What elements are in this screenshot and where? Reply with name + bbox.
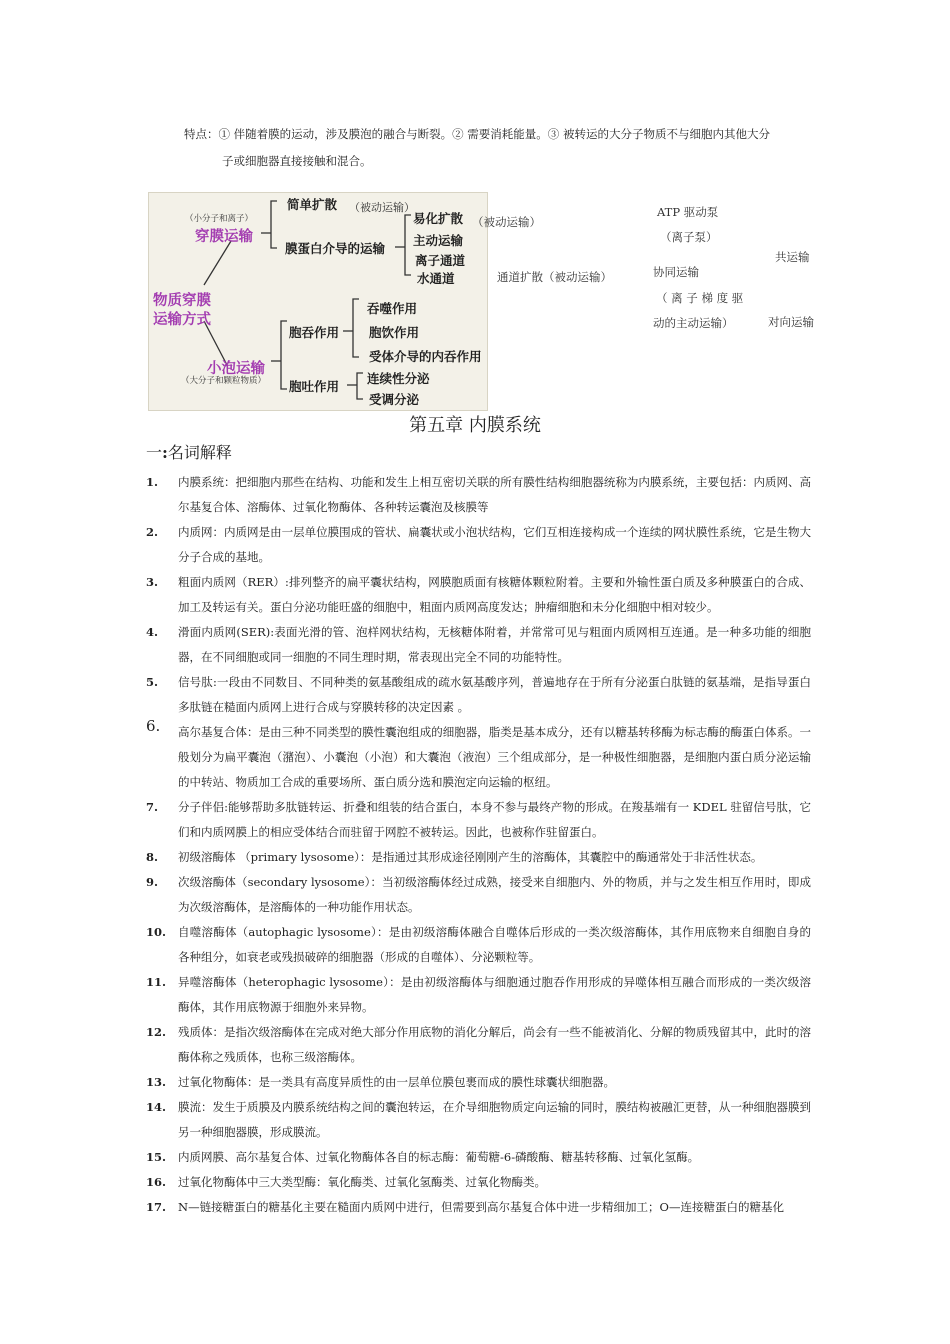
term-number: 1. [146,475,159,489]
ion-pump: （离子泵） [660,230,718,244]
term-text: 初级溶酶体 （primary lysosome）：是指通过其形成途径刚刚产生的溶酶体，其囊腔中的酶通常处于非活性状态。 [178,850,763,864]
receptor-mediated-endocytosis: 受体介导的内吞作用 [369,349,482,364]
list-item [146,620,811,670]
term-number: 8. [146,850,159,864]
term-text: 内质网膜、高尔基复合体、过氧化物酶体各自的标志酶：葡萄糖-6-磷酸酶、糖基转移酶、过氧化氢酶。 [178,1150,700,1164]
term-text: 滑面内质网(SER):表面光滑的管、泡样网状结构，无核糖体附着，并常常可见与粗面内质网相互连通。是一种多功能的细胞器，在不同细胞或同一细胞的不同生理时期，常表现出完全不同的功能特性。 [178,625,811,664]
term-number: 15. [146,1150,167,1164]
section-title: 名词解释 [167,443,232,462]
section-colon: : [162,443,168,462]
features-line-1: 特点：① 伴随着膜的运动，涉及膜泡的融合与断裂。② 需要消耗能量。③ 被转运的大分子物质不与细胞内其他大分 [184,127,770,141]
phagocytosis: 吞噬作用 [367,301,418,316]
simple-diffusion: 简单扩散 [287,197,338,212]
list-item [146,670,811,720]
section-heading [146,440,232,463]
list-item [146,795,811,845]
list-item [146,470,811,520]
vesicle-label: 小泡运输 [207,361,265,377]
term-text: 内膜系统：把细胞内那些在结构、功能和发生上相互密切关联的所有膜性结构细胞器统称为内膜系统，主要包括：内质网、高尔基复合体、溶酶体、过氧化物酶体、各种转运囊泡及核膜等 [178,475,811,514]
chapter-title: 第五章 内膜系统 [409,415,541,436]
list-item [146,1145,811,1170]
transmembrane-label: 穿膜运输 [195,229,253,245]
diagram-root-line2: 运输方式 [153,312,211,328]
term-number: 13. [146,1075,167,1089]
term-text: 残质体：是指次级溶酶体在完成对绝大部分作用底物的消化分解后，尚会有一些不能被消化、分解的物质残留其中，此时的溶酶体称之残质体，也称三级溶酶体。 [178,1025,811,1064]
list-item [146,920,811,970]
ion-channel: 离子通道 [415,253,466,268]
list-item [146,970,811,1020]
atp-pump: ATP 驱动泵 [657,205,719,219]
ion-gradient-line2: 动的主动运输） [653,316,734,330]
term-number: 7. [146,800,159,814]
transmembrane-sub: （小分子和离子） [185,214,254,224]
term-number: 3. [146,575,159,589]
ion-gradient-line1: （ 离 子 梯 度 驱 [656,291,744,305]
list-item [146,1095,811,1145]
list-item [146,1195,811,1220]
facilitated-diffusion: 易化扩散 [413,211,464,226]
term-number: 16. [146,1175,167,1189]
term-text: 过氧化物酶体：是一类具有高度异质性的由一层单位膜包裹而成的膜性球囊状细胞器。 [178,1075,615,1089]
term-text: 过氧化物酶体中三大类型酶：氧化酶类、过氧化氢酶类、过氧化物酶类。 [178,1175,546,1189]
term-number: 12. [146,1025,167,1039]
cotransport: 协同运输 [653,265,699,279]
term-number: 6. [146,717,161,735]
list-item [146,1070,811,1095]
list-item [146,520,811,570]
constitutive-secretion: 连续性分泌 [367,371,430,386]
facilitated-diffusion-note: （被动运输） [472,215,541,229]
section-prefix: 一 [146,443,163,462]
water-channel: 水通道 [417,271,455,286]
list-item [146,870,811,920]
transport-diagram [148,192,488,411]
term-number: 9. [146,875,159,889]
exocytosis: 胞吐作用 [289,379,340,394]
term-text: 膜流：发生于质膜及内膜系统结构之间的囊泡转运，在介导细胞物质定向运输的同时，膜结构被融汇更替，从一种细胞器膜到另一种细胞器膜，形成膜流。 [178,1100,811,1139]
antiport: 对向运输 [768,315,814,329]
term-number: 10. [146,925,167,939]
endocytosis: 胞吞作用 [289,325,340,340]
term-number: 4. [146,625,159,639]
features-paragraph [184,121,824,175]
term-text: 粗面内质网（RER）:排列整齐的扁平囊状结构，网膜胞质面有核糖体颗粒附着。主要和外输性蛋白质及多种膜蛋白的合成、加工及转运有关。蛋白分泌功能旺盛的细胞中，粗面内质网高度发达；肿瘤细胞和未分化细胞中相对较少。 [178,575,811,614]
regulated-secretion: 受调分泌 [369,392,420,407]
diagram-root-line1: 物质穿膜 [153,293,211,309]
vesicle-sub: （大分子和颗粒物质） [181,376,267,386]
list-item [146,1170,811,1195]
symport: 共运输 [775,250,810,264]
term-text: 信号肽:一段由不同数目、不同种类的氨基酸组成的疏水氨基酸序列，普遍地存在于所有分泌蛋白肽链的氨基端，是指导蛋白多肽链在糙面内质网上进行合成与穿膜转移的决定因素 。 [178,675,811,714]
simple-diffusion-note: （被动运输） [349,201,415,214]
list-item [146,717,811,795]
list-item [146,1020,811,1070]
term-text: 高尔基复合体：是由三种不同类型的膜性囊泡组成的细胞器，脂类是基本成分，还有以糖基转移酶为标志酶的酶蛋白体系。一般划分为扁平囊泡（潴泡）、小囊泡（小泡）和大囊泡（液泡）三个组成部分，是一种极性细胞器，是细胞内蛋白质分泌运输的中转站、物质加工合成的重要场所、蛋白质分选和膜泡定向运输的枢纽。 [178,725,811,789]
term-text: N—链接糖蛋白的糖基化主要在糙面内质网中进行，但需要到高尔基复合体中进一步精细加工；O—连接糖蛋白的糖基化 [178,1200,784,1214]
list-item [146,845,811,870]
term-number: 5. [146,675,159,689]
list-item [146,570,811,620]
protein-mediated: 膜蛋白介导的运输 [285,241,386,256]
term-text: 分子伴侣:能够帮助多肽链转运、折叠和组装的结合蛋白，本身不参与最终产物的形成。在羧基端有一 KDEL 驻留信号肽，它们和内质网膜上的相应受体结合而驻留于网腔不被转运。因此，也被称作驻留蛋白。 [178,800,811,839]
features-line-2: 子或细胞器直接接触和混合。 [222,154,372,168]
channel-diffusion-note: 通道扩散（被动运输） [497,270,612,284]
term-number: 17. [146,1200,167,1214]
active-transport: 主动运输 [413,233,464,248]
term-number: 2. [146,525,159,539]
term-text: 自噬溶酶体（autophagic lysosome）：是由初级溶酶体融合自噬体后形成的一类次级溶酶体，其作用底物来自细胞自身的各种组分，如衰老或残损破碎的细胞器（形成的自噬体）、分泌颗粒等。 [178,925,811,964]
term-text: 异噬溶酶体（heterophagic lysosome）：是由初级溶酶体与细胞通过胞吞作用形成的异噬体相互融合而形成的一类次级溶酶体，其作用底物源于细胞外来异物。 [178,975,811,1014]
terms-list [146,470,811,1220]
term-text: 内质网：内质网是由一层单位膜围成的管状、扁囊状或小泡状结构，它们互相连接构成一个连续的网状膜性系统，它是生物大分子合成的基地。 [178,525,811,564]
pinocytosis: 胞饮作用 [369,325,420,340]
term-text: 次级溶酶体（secondary lysosome）：当初级溶酶体经过成熟，接受来自细胞内、外的物质，并与之发生相互作用时，即成为次级溶酶体，是溶酶体的一种功能作用状态。 [178,875,811,914]
term-number: 14. [146,1100,167,1114]
term-number: 11. [146,975,167,989]
